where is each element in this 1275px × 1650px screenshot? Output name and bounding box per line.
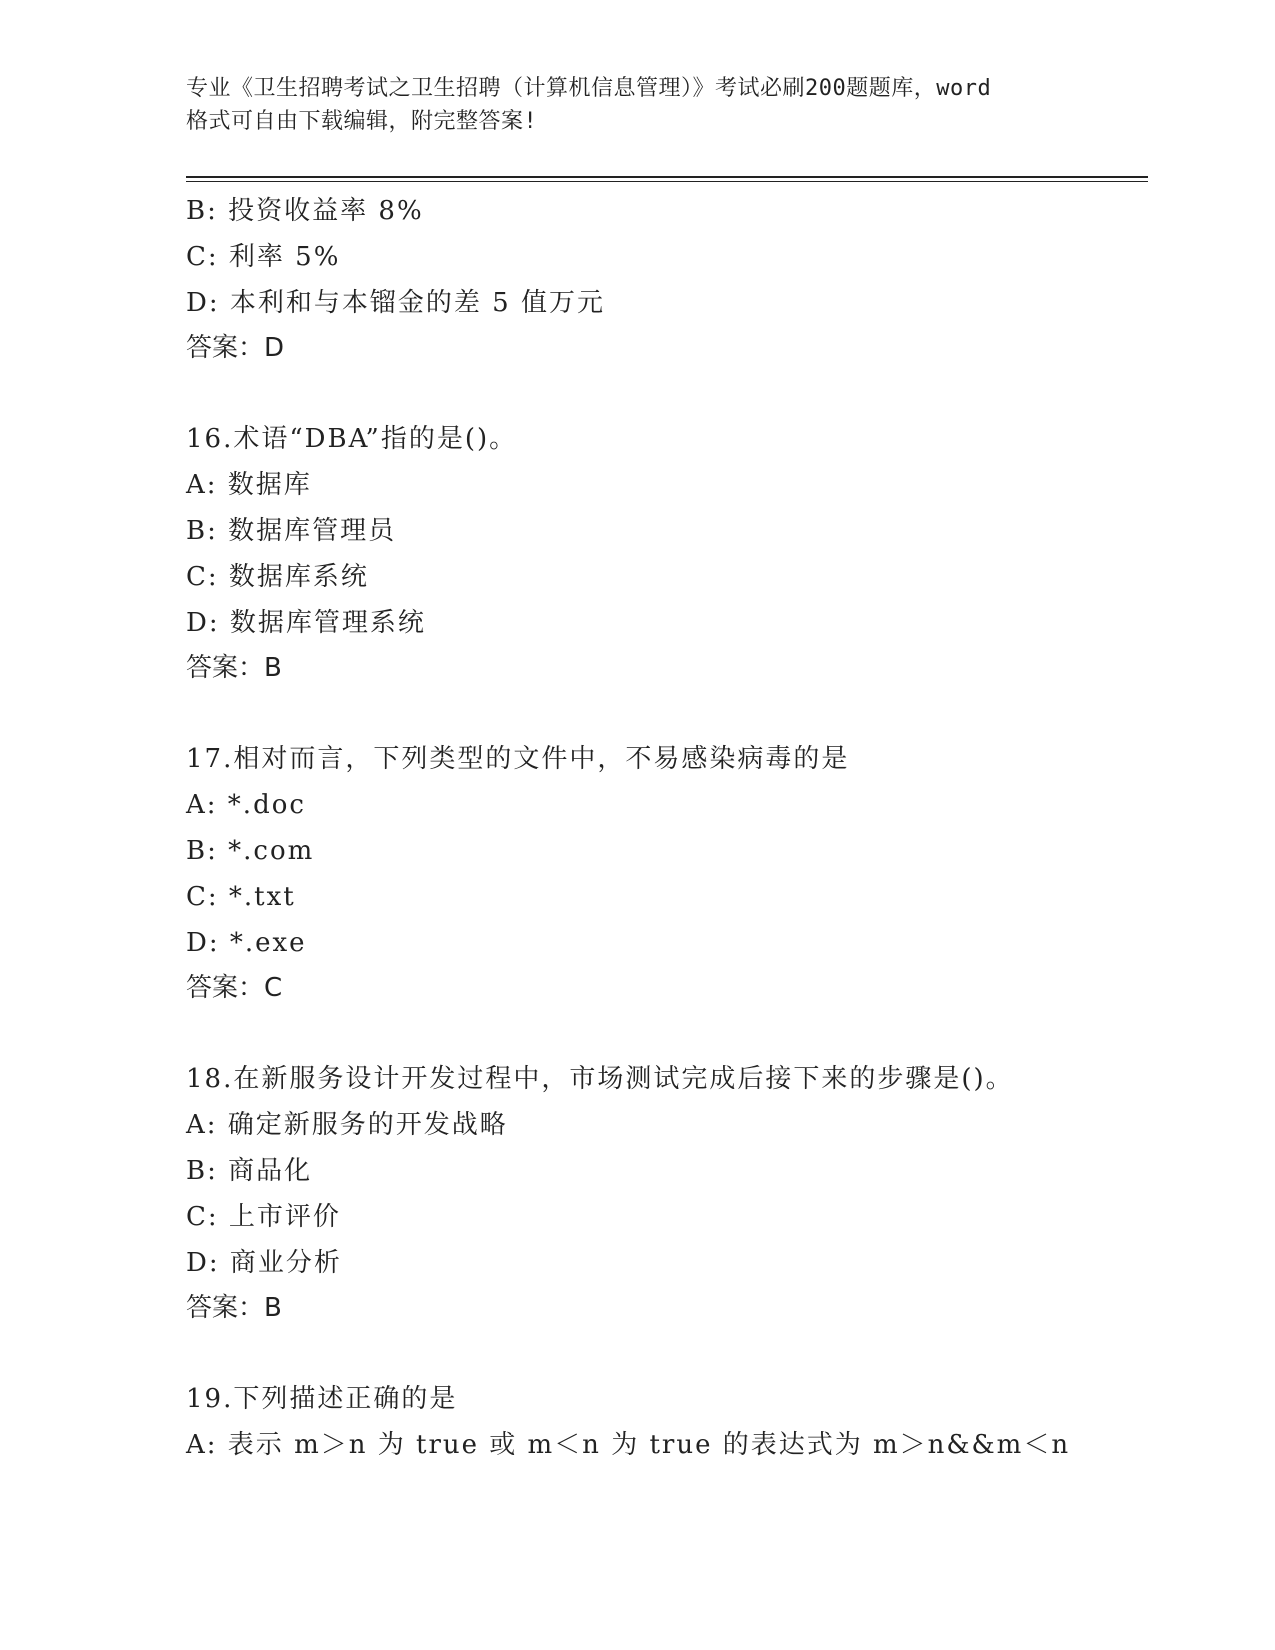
option-a: A: 确定新服务的开发战略 [186, 1110, 508, 1140]
spacer [186, 370, 1148, 416]
spacer [186, 690, 1148, 736]
question-fragment [186, 188, 1148, 370]
option-a: A: 数据库 [186, 470, 312, 500]
option-b: B: 投资收益率 8% [186, 196, 424, 226]
question-16 [186, 416, 1148, 690]
option-a: A: 表示 m＞n 为 true 或 m＜n 为 true 的表达式为 m＞n&&m＜n [186, 1430, 1071, 1460]
option-c: C: 利率 5% [186, 242, 341, 272]
answer-label: 答案：B [186, 653, 282, 683]
option-d: D: 数据库管理系统 [186, 608, 426, 638]
option-c: C: 上市评价 [186, 1202, 341, 1232]
question-19 [186, 1376, 1148, 1468]
header-title-line-2: 格式可自由下载编辑，附完整答案! [186, 109, 538, 134]
answer-label: 答案：D [186, 333, 285, 363]
spacer [186, 1010, 1148, 1056]
option-d: D: 本利和与本镏金的差 5 值万元 [186, 288, 605, 318]
option-b: B: *.com [186, 836, 315, 866]
question-stem: 19.下列描述正确的是 [186, 1384, 458, 1414]
option-d: D: *.exe [186, 928, 307, 958]
option-c: C: *.txt [186, 882, 296, 912]
option-c: C: 数据库系统 [186, 562, 369, 592]
spacer [186, 1330, 1148, 1376]
header-divider-thick [186, 176, 1148, 178]
option-b: B: 数据库管理员 [186, 516, 397, 546]
header-divider-thin [186, 181, 1148, 182]
header-title-line-1: 专业《卫生招聘考试之卫生招聘（计算机信息管理）》考试必刷200题题库，word [186, 76, 992, 101]
question-17 [186, 736, 1148, 1010]
answer-label: 答案：B [186, 1293, 282, 1323]
question-list [186, 188, 1148, 1468]
question-stem: 17.相对而言，下列类型的文件中，不易感染病毒的是 [186, 744, 850, 774]
answer-label: 答案：C [186, 973, 283, 1003]
question-stem: 18.在新服务设计开发过程中，市场测试完成后接下来的步骤是()。 [186, 1064, 1014, 1094]
document-header [186, 72, 1086, 138]
option-b: B: 商品化 [186, 1156, 313, 1186]
question-stem: 16.术语“DBA”指的是()。 [186, 424, 518, 454]
question-18 [186, 1056, 1148, 1330]
option-d: D: 商业分析 [186, 1248, 342, 1278]
option-a: A: *.doc [186, 790, 306, 820]
